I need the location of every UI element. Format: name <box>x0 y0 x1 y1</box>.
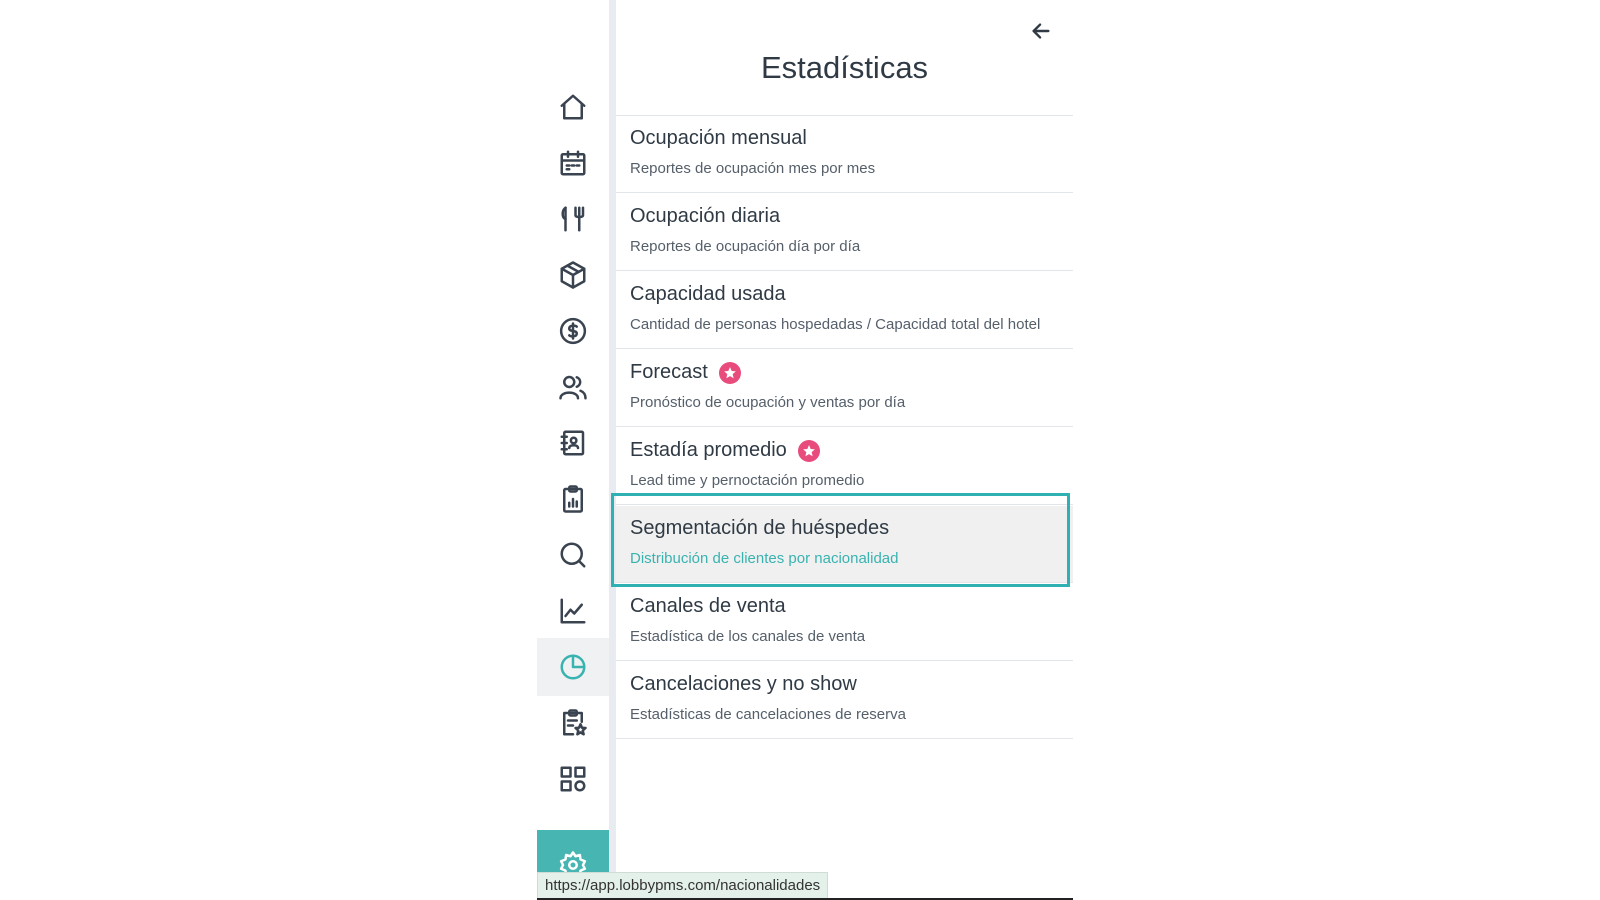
menu-item-label: Forecast <box>630 361 741 384</box>
menu-item-desc: Reportes de ocupación día por día <box>630 238 861 255</box>
menu-item-label: Ocupación diaria <box>630 205 781 227</box>
menu-item-label: Estadía promedio <box>630 439 820 462</box>
grid-icon <box>558 764 588 794</box>
menu-item-label: Ocupación mensual <box>630 127 807 149</box>
menu-item-label: Cancelaciones y no show <box>630 673 857 695</box>
nav-statistics[interactable] <box>537 638 609 696</box>
line-chart-icon <box>558 596 588 626</box>
calendar-icon <box>558 148 588 178</box>
menu-item-canales-venta[interactable] <box>616 584 1073 661</box>
arrow-left-icon <box>1030 20 1052 42</box>
nav-analytics[interactable] <box>537 582 609 640</box>
nav-inventory[interactable] <box>537 246 609 304</box>
menu-item-ocupacion-mensual[interactable] <box>616 116 1073 193</box>
menu-item-segmentacion-huespedes[interactable] <box>616 506 1073 583</box>
nav-home[interactable] <box>537 78 609 136</box>
menu-item-estadia-promedio[interactable] <box>616 428 1073 505</box>
menu-item-label: Segmentación de huéspedes <box>630 517 890 539</box>
nav-guests[interactable] <box>537 358 609 416</box>
nav-reports[interactable] <box>537 470 609 528</box>
menu-item-forecast[interactable] <box>616 350 1073 427</box>
nav-calendar[interactable] <box>537 134 609 192</box>
menu-item-desc: Cantidad de personas hospedadas / Capacidad total del hotel <box>630 316 1041 333</box>
status-bar-url: https://app.lobbypms.com/nacionalidades <box>537 872 828 900</box>
search-icon <box>558 540 588 570</box>
nav-search[interactable] <box>537 526 609 584</box>
contacts-book-icon <box>558 428 588 458</box>
nav-payments[interactable] <box>537 302 609 360</box>
menu-item-label: Canales de venta <box>630 595 786 617</box>
back-button[interactable] <box>1026 16 1056 46</box>
pie-chart-icon <box>558 652 588 682</box>
menu-item-desc: Distribución de clientes por nacionalidad <box>630 550 899 567</box>
menu-item-capacidad-usada[interactable] <box>616 272 1073 349</box>
clipboard-star-icon <box>558 708 588 738</box>
home-icon <box>558 92 588 122</box>
sidebar-divider <box>609 0 616 900</box>
menu-item-desc: Pronóstico de ocupación y ventas por día <box>630 394 906 411</box>
nav-apps[interactable] <box>537 750 609 808</box>
star-icon <box>798 440 820 462</box>
menu-item-cancelaciones[interactable] <box>616 662 1073 739</box>
star-icon <box>719 362 741 384</box>
menu-item-desc: Reportes de ocupación mes por mes <box>630 160 876 177</box>
menu-item-desc: Estadística de los canales de venta <box>630 628 866 645</box>
box-icon <box>558 260 588 290</box>
clipboard-chart-icon <box>558 484 588 514</box>
menu-item-ocupacion-diaria[interactable] <box>616 194 1073 271</box>
nav-reviews[interactable] <box>537 694 609 752</box>
nav-restaurant[interactable] <box>537 190 609 248</box>
menu-item-desc: Estadísticas de cancelaciones de reserva <box>630 706 906 723</box>
nav-contacts[interactable] <box>537 414 609 472</box>
users-icon <box>558 372 588 402</box>
dollar-icon <box>558 316 588 346</box>
fork-knife-icon <box>558 204 588 234</box>
menu-item-desc: Lead time y pernoctación promedio <box>630 472 865 489</box>
menu-item-label: Capacidad usada <box>630 283 786 305</box>
page-title: Estadísticas <box>760 50 929 85</box>
